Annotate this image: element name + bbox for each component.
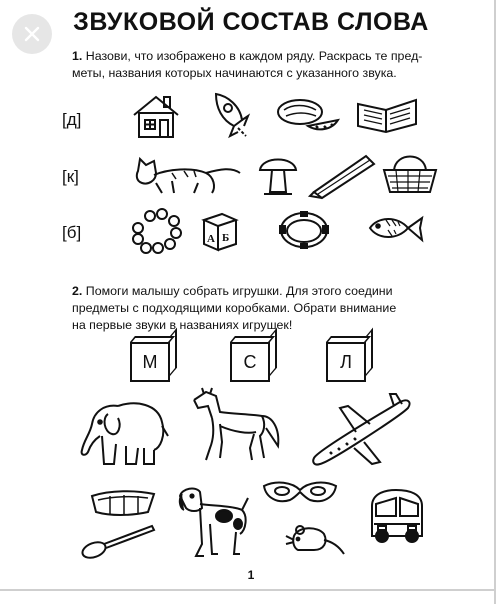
box-letter: С [243, 351, 257, 372]
pencil-picture[interactable] [306, 150, 378, 198]
task2-text-line3: на первые звуки в названиях игрушек! [72, 318, 293, 332]
cube-letter-b: Б [222, 232, 230, 244]
page-edge-bottom [0, 589, 496, 591]
row-label-b: [б] [62, 223, 82, 242]
beads-picture[interactable] [130, 208, 182, 254]
mask-picture[interactable] [262, 478, 338, 506]
elephant-picture[interactable] [78, 396, 170, 468]
horse-picture[interactable] [190, 388, 284, 462]
page-edge-right [494, 0, 496, 604]
task1-number: 1. [72, 49, 83, 63]
row-label-d: [д] [62, 110, 82, 129]
task2-text-line2: предметы с подходящими коробками. Обрати внимание [72, 301, 397, 315]
page-number: 1 [247, 568, 255, 582]
task2-number: 2. [72, 284, 83, 298]
task1-instructions [72, 48, 460, 82]
book-picture[interactable] [354, 96, 420, 134]
cube-letter-a: А [207, 233, 215, 245]
box-m[interactable] [130, 342, 170, 382]
box-l[interactable] [326, 342, 366, 382]
cube-picture[interactable] [200, 210, 238, 252]
mushroom-picture[interactable] [258, 152, 298, 196]
cat-picture[interactable] [132, 153, 244, 195]
tambourine-picture[interactable] [278, 210, 330, 250]
dog-picture[interactable] [178, 484, 250, 558]
box-letter: М [142, 351, 158, 372]
task1-text-line2: меты, названия которых начинаются с указанного звука. [72, 66, 397, 80]
fish-picture[interactable] [368, 212, 424, 246]
house-picture[interactable] [130, 93, 182, 139]
bus-picture[interactable] [366, 486, 426, 548]
box-s[interactable] [230, 342, 270, 382]
airplane-picture[interactable] [310, 392, 414, 468]
task2-instructions [72, 283, 460, 334]
watermelon-picture[interactable] [276, 98, 340, 134]
mouse-picture[interactable] [284, 522, 346, 556]
boat-picture[interactable] [90, 488, 156, 520]
task1-text-line1: Назови, что изображено в каждом ряду. Раскрась те пред- [85, 49, 423, 63]
spoon-picture[interactable] [80, 522, 156, 560]
page-title: ЗВУКОВОЙ СОСТАВ СЛОВА [73, 8, 429, 36]
rocket-picture[interactable] [210, 90, 250, 140]
basket-picture[interactable] [382, 150, 438, 196]
box-letter: Л [340, 351, 352, 372]
task2-text-line1: Помоги малышу собрать игрушки. Для этого соедини [85, 284, 393, 298]
row-label-k: [к] [62, 167, 79, 186]
